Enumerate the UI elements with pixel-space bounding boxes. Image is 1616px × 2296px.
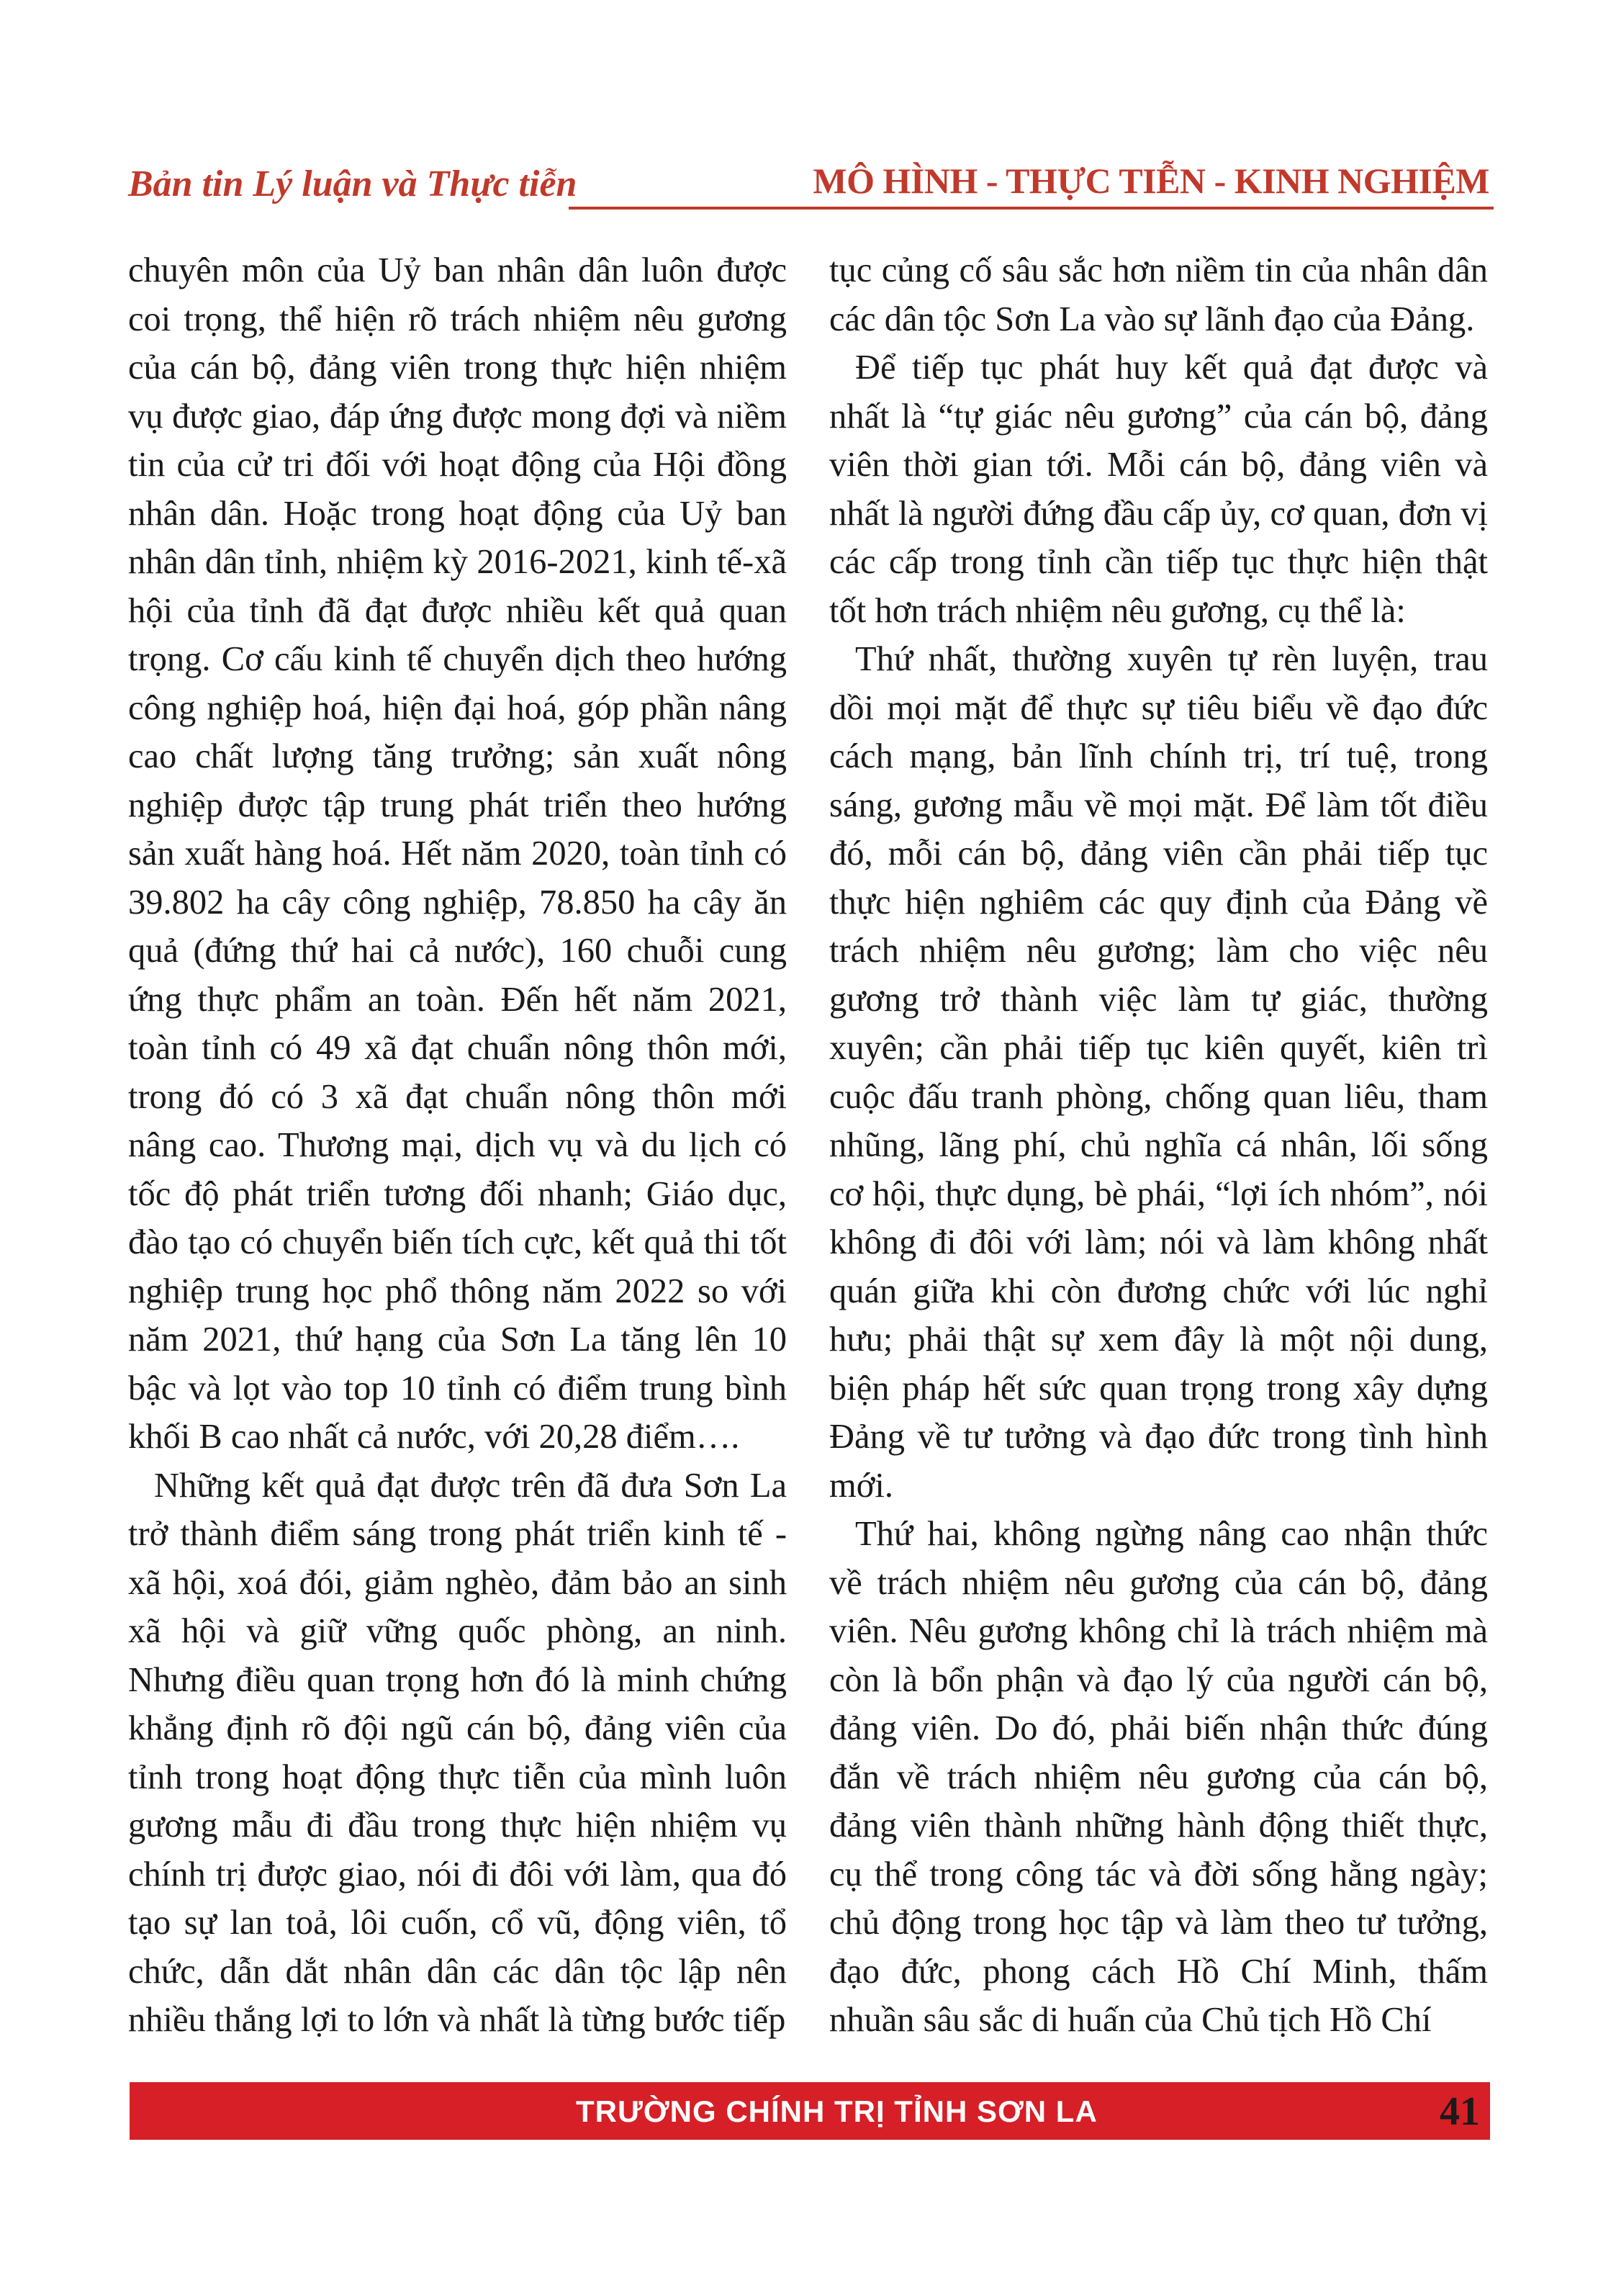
publication-title: Bản tin Lý luận và Thực tiễn bbox=[128, 163, 577, 204]
page-number: 41 bbox=[1440, 2089, 1480, 2134]
right-paragraph-4: Thứ hai, không ngừng nâng cao nhận thức về trách nhiệm nêu gương của cán bộ, đảng viên. Nêu gương không chỉ là trách nhiệm mà còn là bổn phận và đạo lý của người cán bộ, đảng viên. Do đó, phải biến nhận thức đúng đắn về trách nhiệm nêu gương của cán bộ, đảng viên thành những hành động thiết thực, cụ thể trong công tác và đời sống hằng ngày; chủ động trong học tập và làm theo tư tưởng, đạo đức, phong cách Hồ Chí Minh, thấm nhuần sâu sắc di huấn của Chủ tịch Hồ Chí bbox=[829, 1515, 1488, 2039]
left-column bbox=[128, 246, 787, 2045]
right-paragraph-2: Để tiếp tục phát huy kết quả đạt được và nhất là “tự giác nêu gương” của cán bộ, đảng viên thời gian tới. Mỗi cán bộ, đảng viên và nhất là người đứng đầu cấp ủy, cơ quan, đơn vị các cấp trong tỉnh cần tiếp tục thực hiện thật tốt hơn trách nhiệm nêu gương, cụ thể là: bbox=[829, 348, 1488, 630]
section-title: MÔ HÌNH - THỰC TIỄN - KINH NGHIỆM bbox=[813, 161, 1489, 201]
right-column bbox=[829, 246, 1488, 2045]
right-paragraph-1: tục củng cố sâu sắc hơn niềm tin của nhân dân các dân tộc Sơn La vào sự lãnh đạo của Đảng. bbox=[829, 251, 1488, 338]
left-paragraph-2: Những kết quả đạt được trên đã đưa Sơn La trở thành điểm sáng trong phát triển kinh tế - xã hội, xoá đói, giảm nghèo, đảm bảo an sinh xã hội và giữ vững quốc phòng, an ninh. Nhưng điều quan trọng hơn đó là minh chứng khẳng định rõ đội ngũ cán bộ, đảng viên của tỉnh trong hoạt động thực tiễn của mình luôn gương mẫu đi đầu trong thực hiện nhiệm vụ chính trị được giao, nói đi đôi với làm, qua đó tạo sự lan toả, lôi cuốn, cổ vũ, động viên, tổ chức, dẫn dắt nhân dân các dân tộc lập nên nhiều thắng lợi to lớn và nhất là từng bước tiếp bbox=[128, 1466, 787, 2039]
left-paragraph-1: chuyên môn của Uỷ ban nhân dân luôn được coi trọng, thể hiện rõ trách nhiệm nêu gương của cán bộ, đảng viên trong thực hiện nhiệm vụ được giao, đáp ứng được mong đợi và niềm tin của cử tri đối với hoạt động của Hội đồng nhân dân. Hoặc trong hoạt động của Uỷ ban nhân dân tỉnh, nhiệm kỳ 2016-2021, kinh tế-xã hội của tỉnh đã đạt được nhiều kết quả quan trọng. Cơ cấu kinh tế chuyển dịch theo hướng công nghiệp hoá, hiện đại hoá, góp phần nâng cao chất lượng tăng trưởng; sản xuất nông nghiệp được tập trung phát triển theo hướng sản xuất hàng hoá. Hết năm 2020, toàn tỉnh có 39.802 ha cây công nghiệp, 78.850 ha cây ăn quả (đứng thứ hai cả nước), 160 chuỗi cung ứng thực phẩm an toàn. Đến hết năm 2021, toàn tỉnh có 49 xã đạt chuẩn nông thôn mới, trong đó có 3 xã đạt chuẩn nông thôn mới nâng cao. Thương mại, dịch vụ và du lịch có tốc độ phát triển tương đối nhanh; Giáo dục, đào tạo có chuyển biến tích cực, kết quả thi tốt nghiệp trung học phổ thông năm 2022 so với năm 2021, thứ hạng của Sơn La tăng lên 10 bậc và lọt vào top 10 tỉnh có điểm trung bình khối B cao nhất cả nước, với 20,28 điểm…. bbox=[128, 251, 787, 1456]
footer-bar bbox=[130, 2082, 1490, 2140]
footer-institution: TRƯỜNG CHÍNH TRỊ TỈNH SƠN LA bbox=[576, 2094, 1098, 2128]
header-divider bbox=[569, 207, 1494, 210]
right-paragraph-3: Thứ nhất, thường xuyên tự rèn luyện, trau dồi mọi mặt để thực sự tiêu biểu về đạo đức cách mạng, bản lĩnh chính trị, trí tuệ, trong sáng, gương mẫu về mọi mặt. Để làm tốt điều đó, mỗi cán bộ, đảng viên cần phải tiếp tục thực hiện nghiêm các quy định của Đảng về trách nhiệm nêu gương; làm cho việc nêu gương trở thành việc làm tự giác, thường xuyên; cần phải tiếp tục kiên quyết, kiên trì cuộc đấu tranh phòng, chống quan liêu, tham nhũng, lãng phí, chủ nghĩa cá nhân, lối sống cơ hội, thực dụng, bè phái, “lợi ích nhóm”, nói không đi đôi với làm; nói và làm không nhất quán giữa khi còn đương chức với lúc nghỉ hưu; phải thật sự xem đây là một nội dung, biện pháp hết sức quan trọng trong xây dựng Đảng về tư tưởng và đạo đức trong tình hình mới. bbox=[829, 640, 1488, 1505]
